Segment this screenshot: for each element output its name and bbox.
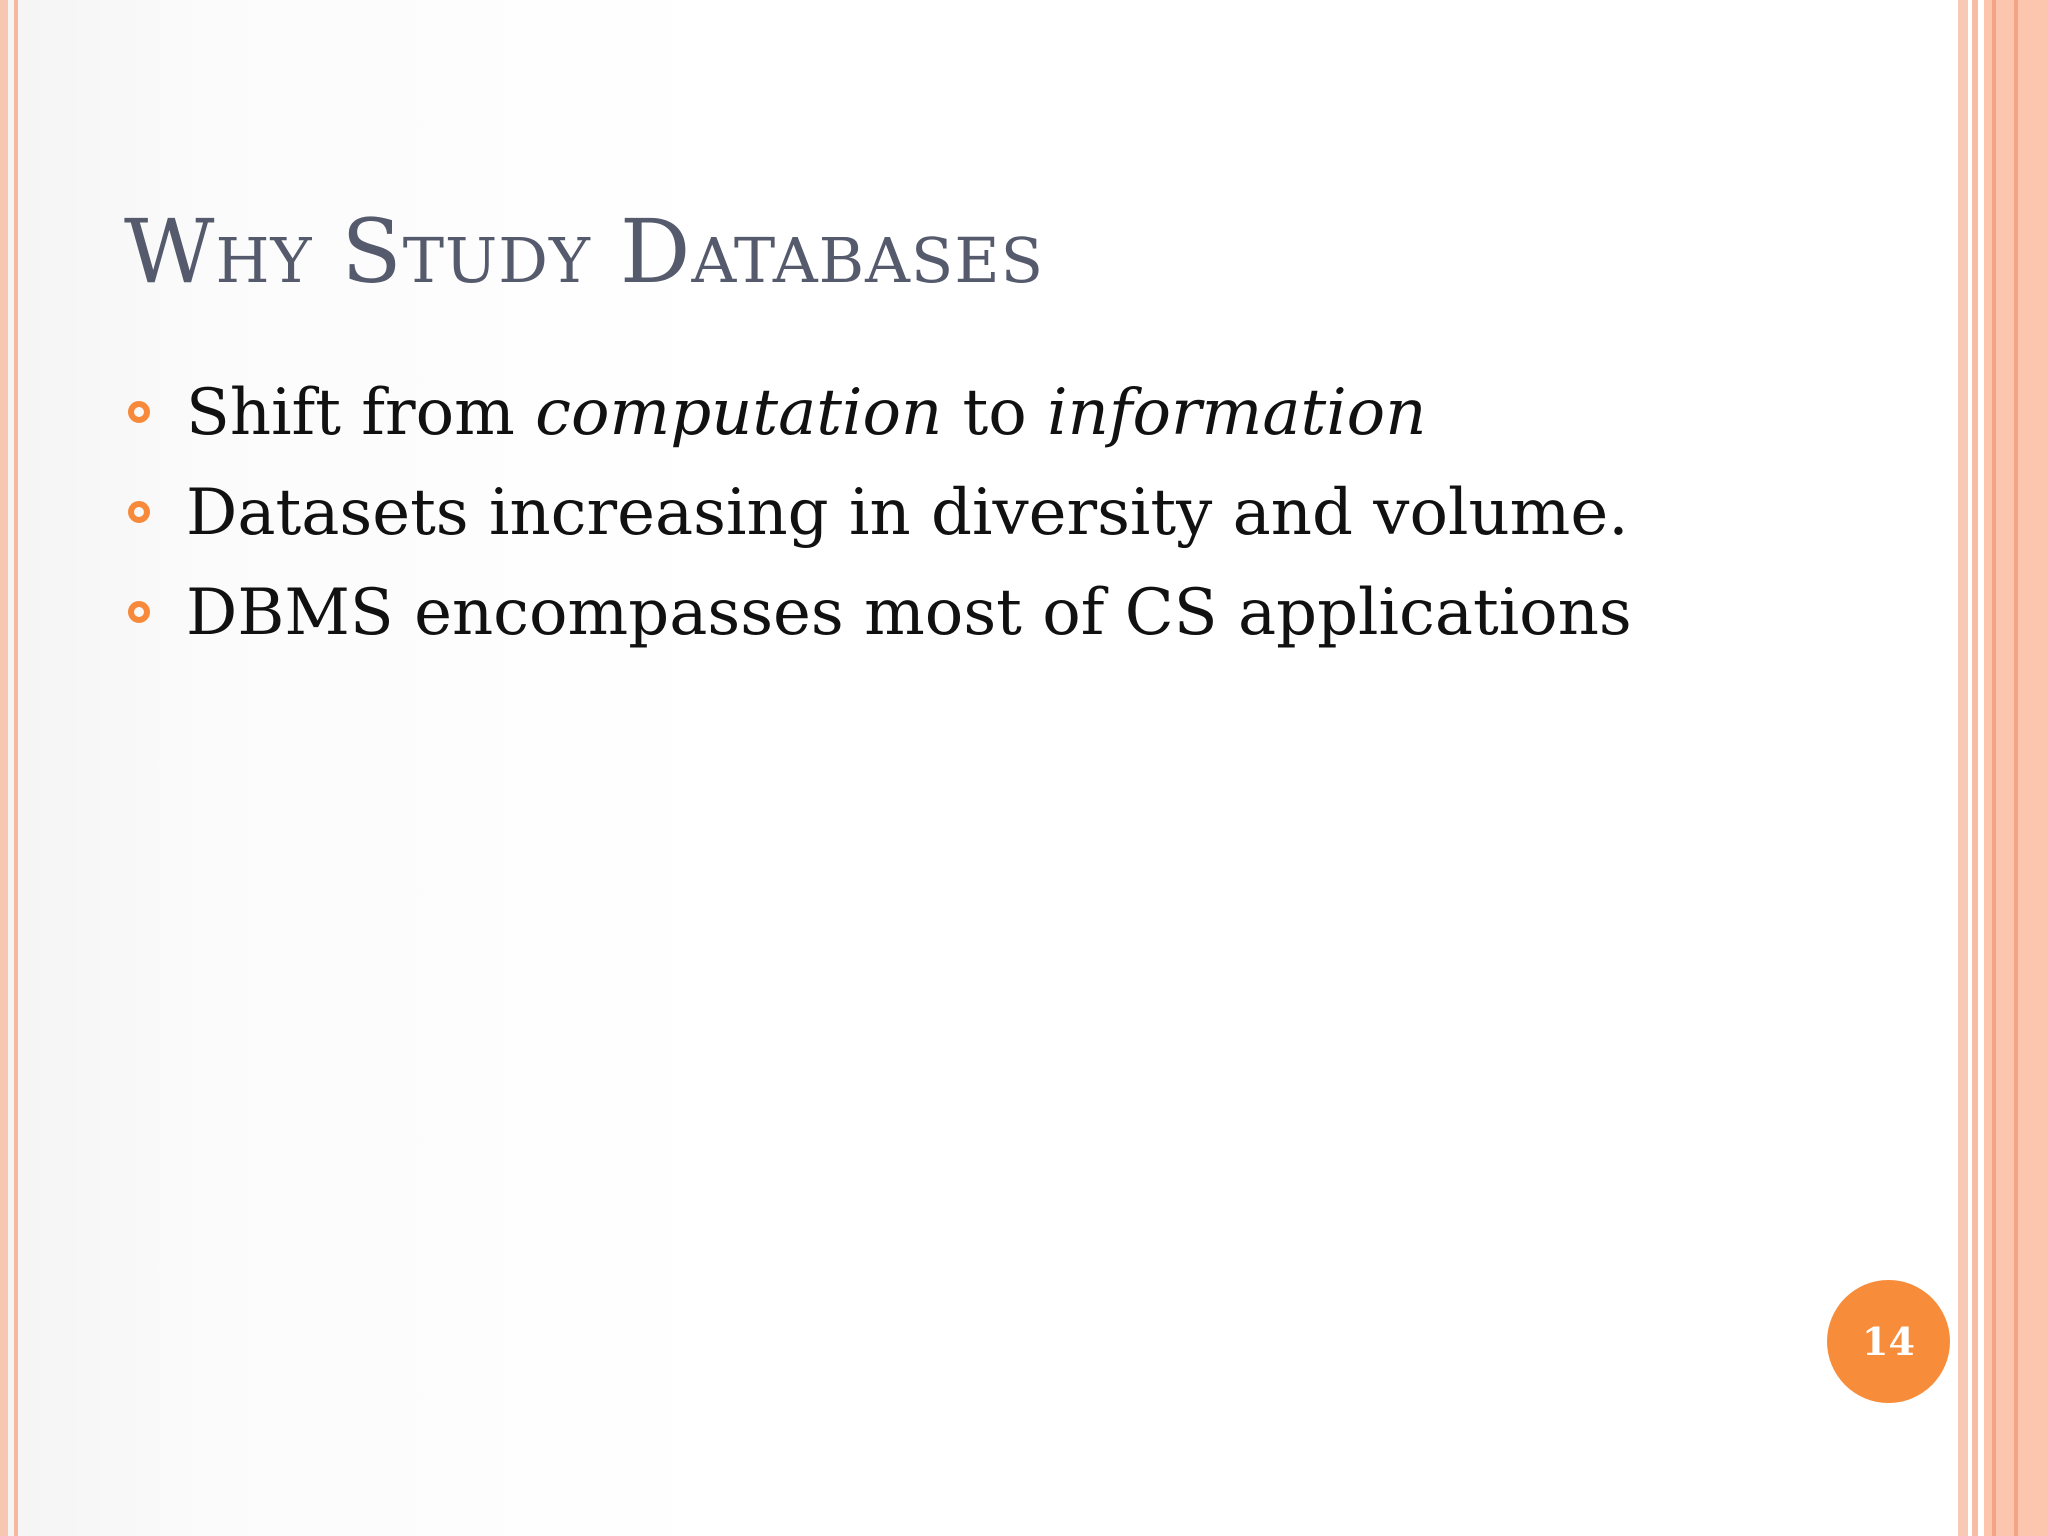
bullet-icon: [128, 401, 150, 423]
bullet-item: [124, 368, 1632, 468]
bullet-list: [124, 368, 1632, 668]
bullet-item: [124, 568, 1632, 668]
bullet-icon: [128, 501, 150, 523]
bullet-text: DBMS encompasses most of CS applications: [186, 576, 1632, 650]
slide-title: Why Study Databases: [124, 200, 1045, 303]
bullet-icon: [128, 601, 150, 623]
page-number-badge: 14: [1827, 1280, 1950, 1403]
bullet-item: [124, 468, 1632, 568]
bullet-text: to: [942, 376, 1048, 450]
bullet-text: Datasets increasing in diversity and volume.: [186, 476, 1629, 550]
right-decorative-band-line: [1972, 0, 1978, 1536]
right-decorative-band-line: [2014, 0, 2018, 1536]
bullet-text-italic: information: [1047, 376, 1427, 450]
right-decorative-band-line: [1992, 0, 1996, 1536]
bullet-text-italic: computation: [535, 376, 943, 450]
bullet-text: Shift from: [186, 376, 536, 450]
left-decorative-stripe-inner: [14, 0, 18, 1536]
left-decorative-stripe: [0, 0, 8, 1536]
right-decorative-band: [1958, 0, 1968, 1536]
